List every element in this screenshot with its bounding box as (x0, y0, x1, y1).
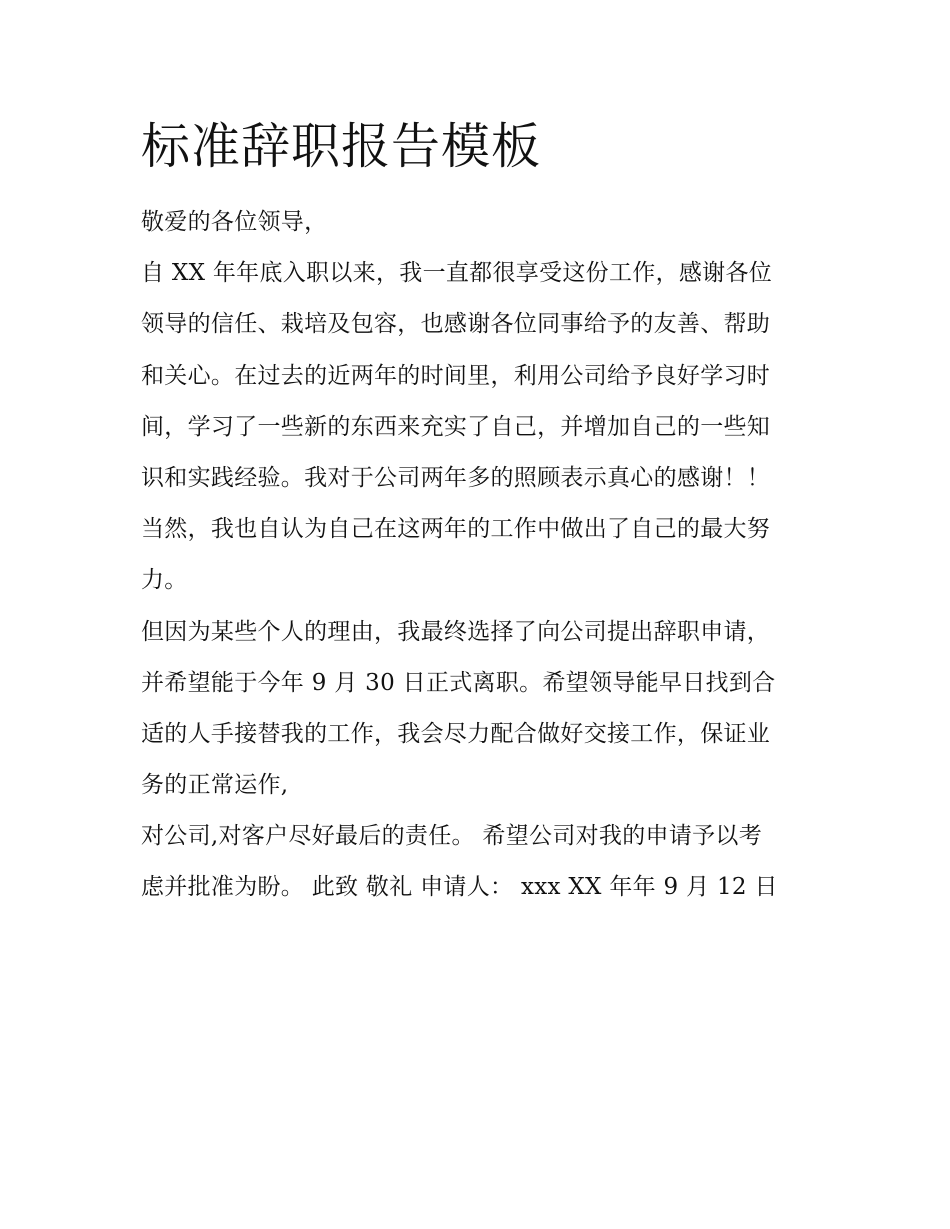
body-line: 力。 (141, 567, 188, 594)
body-line: 适的人手接替我的工作，我会尽力配合做好交接工作，保证业 (141, 720, 771, 747)
body-line: 当然，我也自认为自己在这两年的工作中做出了自己的最大努 (141, 516, 771, 543)
body-line: 但因为某些个人的理由，我最终选择了向公司提出辞职申请， (141, 618, 771, 645)
document-title: 标准辞职报告模板 (141, 118, 542, 175)
body-line: 间，学习了一些新的东西来充实了自己，并增加自己的一些知 (141, 413, 771, 440)
body-line: 自 XX 年年底入职以来，我一直都很享受这份工作，感谢各位 (141, 260, 773, 287)
body-line: 敬爱的各位领导， (141, 209, 328, 235)
body-line: 虑并批准为盼。 此致 敬礼 申请人： xxx XX 年年 9 月 12 日 (141, 874, 778, 901)
body-line: 对公司,对客户尽好最后的责任。 希望公司对我的申请予以考 (141, 823, 763, 850)
body-line: 和关心。在过去的近两年的时间里，利用公司给予良好学习时 (141, 362, 771, 389)
body-line: 并希望能于今年 9 月 30 日正式离职。希望领导能早日找到合 (141, 669, 776, 696)
document-body (141, 200, 831, 917)
body-line: 务的正常运作, (141, 772, 289, 799)
body-line: 识和实践经验。我对于公司两年多的照顾表示真心的感谢！！ (141, 464, 771, 491)
body-line: 领导的信任、栽培及包容，也感谢各位同事给予的友善、帮助 (141, 311, 771, 338)
